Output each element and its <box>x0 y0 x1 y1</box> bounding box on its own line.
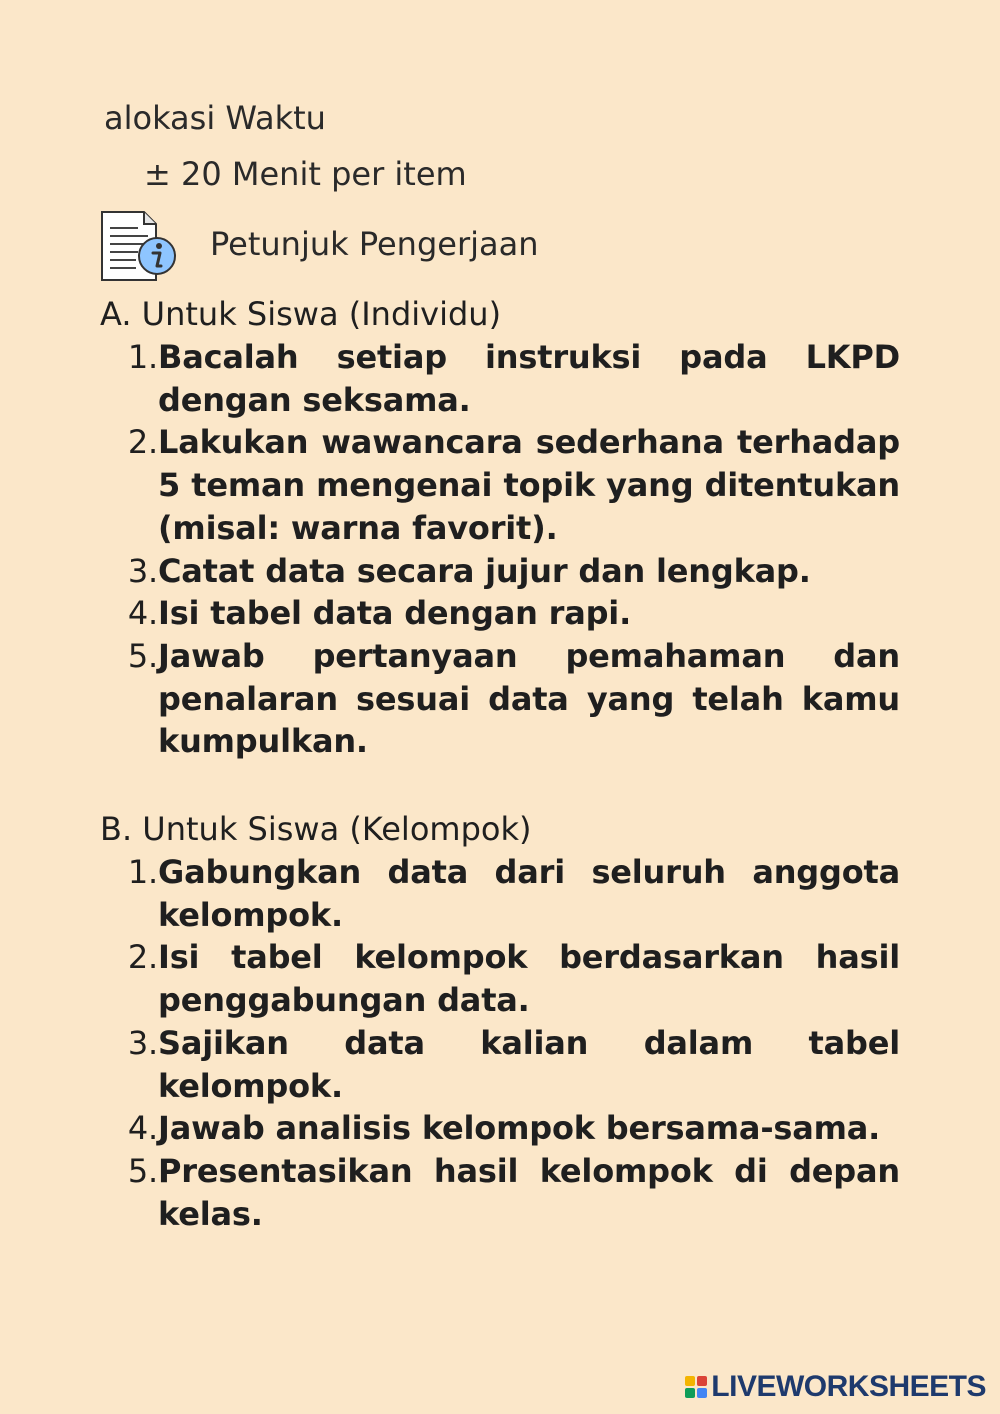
alokasi-waktu-value: ± 20 Menit per item <box>144 155 467 193</box>
item-number: 1. <box>127 338 158 376</box>
item-number: 4. <box>127 1109 158 1148</box>
petunjuk-title: Petunjuk Pengerjaan <box>210 225 539 263</box>
item-number: 4. <box>127 594 158 633</box>
list-item <box>100 1107 900 1150</box>
document-info-icon <box>98 208 182 284</box>
list-item <box>100 550 900 593</box>
item-text: Gabungkan data dari seluruh anggota kelompok. <box>158 853 900 934</box>
liveworksheets-logo[interactable] <box>685 1370 986 1404</box>
item-text: Jawab pertanyaan pemahaman dan penalaran sesuai data yang telah kamu kumpulkan. <box>158 636 900 761</box>
list-item <box>100 1022 900 1107</box>
list-item <box>100 851 900 936</box>
item-number: 3. <box>127 551 158 590</box>
section-b-heading: B. Untuk Siswa (Kelompok) <box>100 810 532 848</box>
item-text: Catat data secara jujur dan lengkap. <box>158 551 811 590</box>
section-individu <box>100 292 900 763</box>
item-number: 2. <box>127 423 158 462</box>
list-item <box>100 421 900 549</box>
item-text: Jawab analisis kelompok bersama-sama. <box>158 1109 881 1148</box>
item-text: Presentasikan hasil kelompok di depan kelas. <box>158 1151 900 1233</box>
item-number: 5. <box>127 1151 158 1190</box>
item-number: 5. <box>127 636 158 675</box>
list-item <box>100 592 900 635</box>
alokasi-waktu-title: alokasi Waktu <box>104 99 326 137</box>
item-text: Isi tabel data dengan rapi. <box>158 594 632 633</box>
liveworksheets-mark-icon <box>685 1376 707 1398</box>
item-number: 3. <box>127 1023 158 1062</box>
list-item <box>100 1150 900 1235</box>
item-text: Bacalah setiap instruksi pada LKPD dengan seksama. <box>158 338 900 419</box>
section-kelompok <box>100 807 900 1235</box>
liveworksheets-logo-text: LIVEWORKSHEETS <box>711 1370 986 1403</box>
list-item <box>100 336 900 421</box>
item-number: 1. <box>127 853 158 891</box>
section-a-heading: A. Untuk Siswa (Individu) <box>100 295 502 333</box>
item-text: Lakukan wawancara sederhana terhadap 5 teman mengenai topik yang ditentukan (misal: warna favorit). <box>158 423 900 547</box>
section-b-list <box>100 851 900 1235</box>
list-item <box>100 936 900 1021</box>
list-item <box>100 635 900 763</box>
item-text: Isi tabel kelompok berdasarkan hasil penggabungan data. <box>158 938 900 1020</box>
item-text: Sajikan data kalian dalam tabel kelompok. <box>158 1023 900 1105</box>
item-number: 2. <box>127 938 158 977</box>
section-a-list <box>100 336 900 763</box>
